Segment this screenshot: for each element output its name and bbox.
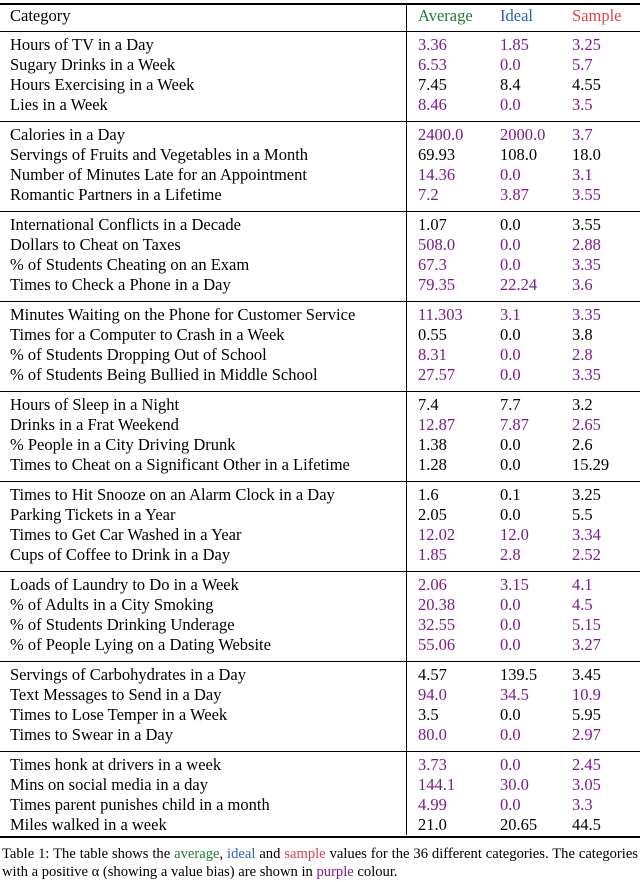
cell-sample: 3.25 — [572, 35, 601, 54]
cell-average: 3.73 — [418, 755, 447, 774]
cell-ideal: 22.24 — [500, 275, 538, 294]
cell-ideal: 0.0 — [500, 705, 521, 724]
cell-category: % of Adults in a City Smoking — [10, 595, 214, 614]
cell-ideal: 0.0 — [500, 595, 521, 614]
table-row — [0, 305, 640, 325]
cell-sample: 3.2 — [572, 395, 593, 414]
cell-ideal: 0.0 — [500, 755, 521, 774]
cell-sample: 5.15 — [572, 615, 601, 634]
cell-average: 27.57 — [418, 365, 456, 384]
cell-sample: 5.7 — [572, 55, 593, 74]
cell-ideal: 3.15 — [500, 575, 529, 594]
header-category: Category — [10, 6, 71, 25]
table-row — [0, 185, 640, 205]
table-row — [0, 125, 640, 145]
bottom-rule — [0, 836, 640, 838]
table-row — [0, 345, 640, 365]
cell-average: 79.35 — [418, 275, 456, 294]
cell-average: 1.28 — [418, 455, 447, 474]
cell-ideal: 7.87 — [500, 415, 529, 434]
cell-category: Times to Swear in a Day — [10, 725, 174, 744]
table-row — [0, 415, 640, 435]
cell-ideal: 7.7 — [500, 395, 521, 414]
cell-sample: 3.55 — [572, 215, 601, 234]
caption-text: Table 1: The table shows the — [2, 846, 175, 862]
caption-sample: sample — [284, 846, 326, 862]
table-row — [0, 325, 640, 345]
cell-average: 20.38 — [418, 595, 456, 614]
cell-ideal: 2000.0 — [500, 125, 546, 144]
table-row — [0, 725, 640, 745]
cell-category: % of Students Dropping Out of School — [10, 345, 267, 364]
table-row — [0, 545, 640, 565]
cell-sample: 2.97 — [572, 725, 601, 744]
cell-category: % of People Lying on a Dating Website — [10, 635, 271, 654]
cell-average: 67.3 — [418, 255, 447, 274]
cell-sample: 3.3 — [572, 795, 593, 814]
cell-sample: 2.6 — [572, 435, 593, 454]
cell-category: Hours Exercising in a Week — [10, 75, 195, 94]
table-row — [0, 685, 640, 705]
table-row — [0, 95, 640, 115]
cell-average: 144.1 — [418, 775, 456, 794]
cell-average: 7.45 — [418, 75, 447, 94]
cell-category: Romantic Partners in a Lifetime — [10, 185, 222, 204]
table-row — [0, 775, 640, 795]
cell-category: Miles walked in a week — [10, 815, 167, 834]
table-row — [0, 165, 640, 185]
table-row — [0, 455, 640, 475]
cell-ideal: 0.0 — [500, 165, 521, 184]
cell-average: 2.06 — [418, 575, 447, 594]
cell-sample: 4.1 — [572, 575, 593, 594]
cell-sample: 3.7 — [572, 125, 593, 144]
caption-average: average — [174, 846, 220, 862]
table-row — [0, 35, 640, 55]
cell-average: 11.303 — [418, 305, 463, 324]
cell-ideal: 0.1 — [500, 485, 521, 504]
cell-sample: 44.5 — [572, 815, 601, 834]
cell-sample: 2.88 — [572, 235, 601, 254]
cell-average: 21.0 — [418, 815, 447, 834]
cell-sample: 3.1 — [572, 165, 593, 184]
cell-average: 12.02 — [418, 525, 456, 544]
cell-ideal: 8.4 — [500, 75, 521, 94]
cell-ideal: 3.1 — [500, 305, 521, 324]
cell-ideal: 0.0 — [500, 345, 521, 364]
cell-ideal: 0.0 — [500, 95, 521, 114]
cell-category: Times to Check a Phone in a Day — [10, 275, 231, 294]
cell-sample: 18.0 — [572, 145, 601, 164]
table-row — [0, 595, 640, 615]
cell-category: Minutes Waiting on the Phone for Customer Service — [10, 305, 356, 324]
cell-average: 4.57 — [418, 665, 447, 684]
table-row — [0, 255, 640, 275]
cell-average: 14.36 — [418, 165, 456, 184]
cell-ideal: 12.0 — [500, 525, 529, 544]
cell-category: Times to Get Car Washed in a Year — [10, 525, 242, 544]
cell-ideal: 0.0 — [500, 455, 521, 474]
cell-sample: 3.27 — [572, 635, 601, 654]
cell-sample: 2.8 — [572, 345, 593, 364]
cell-average: 2.05 — [418, 505, 447, 524]
cell-ideal: 0.0 — [500, 55, 521, 74]
header-ideal: Ideal — [500, 6, 533, 25]
header-sample: Sample — [572, 6, 622, 25]
group-separator — [0, 751, 640, 752]
group-separator — [0, 31, 640, 32]
table-row — [0, 395, 640, 415]
cell-category: Mins on social media in a day — [10, 775, 208, 794]
cell-average: 69.93 — [418, 145, 456, 164]
cell-ideal: 108.0 — [500, 145, 538, 164]
cell-ideal: 0.0 — [500, 235, 521, 254]
table-row — [0, 815, 640, 835]
cell-sample: 2.52 — [572, 545, 601, 564]
group-separator — [0, 661, 640, 662]
cell-ideal: 0.0 — [500, 325, 521, 344]
table-header — [0, 6, 640, 26]
group-separator — [0, 301, 640, 302]
cell-category: Calories in a Day — [10, 125, 126, 144]
cell-sample: 10.9 — [572, 685, 601, 704]
cell-sample: 3.55 — [572, 185, 601, 204]
cell-ideal: 0.0 — [500, 215, 521, 234]
cell-category: Dollars to Cheat on Taxes — [10, 235, 181, 254]
cell-average: 80.0 — [418, 725, 447, 744]
cell-category: Times parent punishes child in a month — [10, 795, 270, 814]
cell-average: 1.07 — [418, 215, 447, 234]
cell-average: 1.38 — [418, 435, 447, 454]
cell-sample: 4.5 — [572, 595, 593, 614]
table-row — [0, 75, 640, 95]
cell-category: Times to Lose Temper in a Week — [10, 705, 228, 724]
cell-average: 3.5 — [418, 705, 439, 724]
cell-average: 2400.0 — [418, 125, 464, 144]
cell-category: % People in a City Driving Drunk — [10, 435, 236, 454]
cell-category: Hours of Sleep in a Night — [10, 395, 180, 414]
cell-average: 4.99 — [418, 795, 447, 814]
cell-category: Servings of Carbohydrates in a Day — [10, 665, 246, 684]
group-separator — [0, 391, 640, 392]
table-row — [0, 755, 640, 775]
cell-sample: 5.5 — [572, 505, 593, 524]
cell-category: % of Students Drinking Underage — [10, 615, 235, 634]
cell-category: International Conflicts in a Decade — [10, 215, 241, 234]
table-row — [0, 365, 640, 385]
cell-sample: 3.45 — [572, 665, 601, 684]
cell-category: Times to Hit Snooze on an Alarm Clock in a Day — [10, 485, 335, 504]
table-row — [0, 525, 640, 545]
group-separator — [0, 571, 640, 572]
table-row — [0, 275, 640, 295]
caption-text: , — [219, 846, 228, 862]
cell-ideal: 0.0 — [500, 615, 521, 634]
table-row — [0, 635, 640, 655]
table-row — [0, 615, 640, 635]
cell-average: 12.87 — [418, 415, 456, 434]
cell-average: 508.0 — [418, 235, 456, 254]
cell-sample: 2.65 — [572, 415, 601, 434]
cell-category: Times honk at drivers in a week — [10, 755, 222, 774]
cell-category: Times to Cheat on a Significant Other in a Lifetime — [10, 455, 350, 474]
cell-ideal: 1.85 — [500, 35, 529, 54]
cell-ideal: 3.87 — [500, 185, 529, 204]
table-caption — [2, 845, 638, 881]
cell-category: % of Students Cheating on an Exam — [10, 255, 250, 274]
cell-sample: 3.25 — [572, 485, 601, 504]
cell-category: Lies in a Week — [10, 95, 108, 114]
table-row — [0, 435, 640, 455]
cell-sample: 3.35 — [572, 365, 601, 384]
cell-average: 1.6 — [418, 485, 439, 504]
cell-sample: 3.35 — [572, 255, 601, 274]
cell-category: Sugary Drinks in a Week — [10, 55, 176, 74]
cell-average: 94.0 — [418, 685, 447, 704]
table-row — [0, 505, 640, 525]
table-row — [0, 235, 640, 255]
caption-ideal: ideal — [227, 846, 256, 862]
cell-sample: 2.45 — [572, 755, 601, 774]
caption-text: values for the 36 different categories. The categories with a positive α (showing a value bias) are shown in — [2, 846, 638, 880]
caption-purple: purple — [316, 864, 354, 880]
table-row — [0, 485, 640, 505]
cell-category: Drinks in a Frat Weekend — [10, 415, 179, 434]
cell-average: 1.85 — [418, 545, 447, 564]
cell-average: 0.55 — [418, 325, 447, 344]
cell-sample: 5.95 — [572, 705, 601, 724]
cell-ideal: 0.0 — [500, 505, 521, 524]
cell-sample: 3.5 — [572, 95, 593, 114]
cell-average: 8.46 — [418, 95, 447, 114]
cell-sample: 15.29 — [572, 455, 610, 474]
cell-ideal: 0.0 — [500, 255, 521, 274]
cell-category: Hours of TV in a Day — [10, 35, 154, 54]
cell-sample: 3.8 — [572, 325, 593, 344]
cell-category: Parking Tickets in a Year — [10, 505, 176, 524]
table-row — [0, 215, 640, 235]
table-row — [0, 795, 640, 815]
cell-category: Servings of Fruits and Vegetables in a Month — [10, 145, 309, 164]
cell-average: 8.31 — [418, 345, 447, 364]
cell-category: Cups of Coffee to Drink in a Day — [10, 545, 231, 564]
table-row — [0, 705, 640, 725]
cell-average: 32.55 — [418, 615, 456, 634]
cell-ideal: 0.0 — [500, 635, 521, 654]
cell-sample: 3.6 — [572, 275, 593, 294]
cell-category: Loads of Laundry to Do in a Week — [10, 575, 239, 594]
cell-ideal: 0.0 — [500, 435, 521, 454]
cell-category: % of Students Being Bullied in Middle School — [10, 365, 318, 384]
header-average: Average — [418, 6, 473, 25]
top-rule — [0, 3, 640, 5]
group-separator — [0, 211, 640, 212]
table-row — [0, 665, 640, 685]
cell-average: 3.36 — [418, 35, 447, 54]
cell-sample: 3.34 — [572, 525, 601, 544]
cell-ideal: 34.5 — [500, 685, 529, 704]
cell-ideal: 0.0 — [500, 365, 521, 384]
cell-average: 7.2 — [418, 185, 439, 204]
table-row — [0, 145, 640, 165]
cell-ideal: 0.0 — [500, 725, 521, 744]
cell-sample: 3.35 — [572, 305, 601, 324]
cell-average: 7.4 — [418, 395, 439, 414]
cell-sample: 3.05 — [572, 775, 601, 794]
cell-ideal: 2.8 — [500, 545, 521, 564]
cell-ideal: 139.5 — [500, 665, 538, 684]
table-row — [0, 55, 640, 75]
cell-category: Text Messages to Send in a Day — [10, 685, 222, 704]
table-row — [0, 575, 640, 595]
group-separator — [0, 481, 640, 482]
cell-category: Times for a Computer to Crash in a Week — [10, 325, 285, 344]
cell-ideal: 20.65 — [500, 815, 538, 834]
cell-ideal: 0.0 — [500, 795, 521, 814]
cell-average: 55.06 — [418, 635, 456, 654]
cell-category: Number of Minutes Late for an Appointment — [10, 165, 307, 184]
caption-text: colour. — [353, 864, 398, 880]
cell-ideal: 30.0 — [500, 775, 529, 794]
cell-sample: 4.55 — [572, 75, 601, 94]
caption-text: and — [255, 846, 285, 862]
cell-average: 6.53 — [418, 55, 447, 74]
group-separator — [0, 121, 640, 122]
